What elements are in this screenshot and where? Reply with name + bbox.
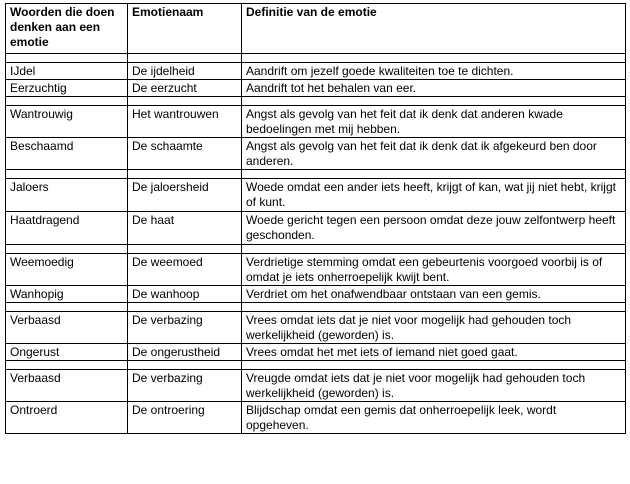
emotions-table	[5, 3, 626, 434]
word-cell: Eerzuchtig	[6, 80, 128, 97]
word-cell: Ongerust	[6, 344, 128, 361]
table-row	[6, 344, 626, 361]
emotion-name-cell: De ontroering	[128, 402, 242, 434]
definition-cell: Verdrietige stemming omdat een gebeurtenis voorgoed voorbij is of omdat je iets onherroepelijk kwijt bent.	[242, 254, 626, 286]
spacer-cell	[128, 361, 242, 370]
header-definition: Definitie van de emotie	[242, 4, 626, 54]
spacer-cell	[6, 245, 128, 254]
spacer-row	[6, 54, 626, 63]
emotion-name-cell: De weemoed	[128, 254, 242, 286]
table-row	[6, 286, 626, 303]
spacer-row	[6, 170, 626, 179]
table-row	[6, 312, 626, 344]
spacer-cell	[242, 54, 626, 63]
definition-cell: Vrees omdat het met iets of iemand niet goed gaat.	[242, 344, 626, 361]
spacer-row	[6, 97, 626, 106]
spacer-cell	[242, 245, 626, 254]
word-cell: Beschaamd	[6, 138, 128, 170]
emotion-name-cell: De ijdelheid	[128, 63, 242, 80]
word-cell: Wantrouwig	[6, 106, 128, 138]
word-cell: Jaloers	[6, 179, 128, 212]
header-row	[6, 4, 626, 54]
spacer-cell	[242, 170, 626, 179]
emotion-name-cell: De schaamte	[128, 138, 242, 170]
emotion-name-cell: De eerzucht	[128, 80, 242, 97]
word-cell: Wanhopig	[6, 286, 128, 303]
definition-cell: Woede gericht tegen een persoon omdat deze jouw zelfontwerp heeft geschonden.	[242, 212, 626, 245]
table-body	[6, 54, 626, 434]
definition-cell: Aandrift tot het behalen van eer.	[242, 80, 626, 97]
table-row	[6, 254, 626, 286]
spacer-cell	[242, 97, 626, 106]
table-row	[6, 212, 626, 245]
spacer-cell	[128, 54, 242, 63]
word-cell: Haatdragend	[6, 212, 128, 245]
table-row	[6, 63, 626, 80]
table-row	[6, 179, 626, 212]
spacer-cell	[6, 54, 128, 63]
header-emotion-name: Emotienaam	[128, 4, 242, 54]
table-row	[6, 80, 626, 97]
spacer-cell	[128, 303, 242, 312]
table-row	[6, 106, 626, 138]
word-cell: IJdel	[6, 63, 128, 80]
word-cell: Ontroerd	[6, 402, 128, 434]
word-cell: Weemoedig	[6, 254, 128, 286]
definition-cell: Vrees omdat iets dat je niet voor mogelijk had gehouden toch werkelijkheid (geworden) is.	[242, 312, 626, 344]
emotion-name-cell: De wanhoop	[128, 286, 242, 303]
header-words: Woorden die doen denken aan een emotie	[6, 4, 128, 54]
spacer-cell	[242, 303, 626, 312]
emotion-name-cell: De haat	[128, 212, 242, 245]
spacer-cell	[128, 170, 242, 179]
definition-cell: Blijdschap omdat een gemis dat onherroepelijk leek, wordt opgeheven.	[242, 402, 626, 434]
emotion-name-cell: De ongerustheid	[128, 344, 242, 361]
emotion-name-cell: De verbazing	[128, 370, 242, 402]
spacer-row	[6, 245, 626, 254]
emotion-name-cell: De verbazing	[128, 312, 242, 344]
definition-cell: Aandrift om jezelf goede kwaliteiten toe te dichten.	[242, 63, 626, 80]
spacer-cell	[128, 245, 242, 254]
table-row	[6, 138, 626, 170]
spacer-row	[6, 361, 626, 370]
definition-cell: Woede omdat een ander iets heeft, krijgt of kan, wat jij niet hebt, krijgt of kunt.	[242, 179, 626, 212]
spacer-cell	[6, 303, 128, 312]
emotion-name-cell: Het wantrouwen	[128, 106, 242, 138]
table-row	[6, 402, 626, 434]
spacer-cell	[128, 97, 242, 106]
word-cell: Verbaasd	[6, 312, 128, 344]
spacer-cell	[6, 97, 128, 106]
spacer-row	[6, 303, 626, 312]
spacer-cell	[6, 361, 128, 370]
definition-cell: Angst als gevolg van het feit dat ik denk dat ik afgekeurd ben door anderen.	[242, 138, 626, 170]
table-row	[6, 370, 626, 402]
emotion-name-cell: De jaloersheid	[128, 179, 242, 212]
definition-cell: Vreugde omdat iets dat je niet voor mogelijk had gehouden toch werkelijkheid (geworden) is.	[242, 370, 626, 402]
definition-cell: Angst als gevolg van het feit dat ik denk dat anderen kwade bedoelingen met mij hebben.	[242, 106, 626, 138]
definition-cell: Verdriet om het onafwendbaar ontstaan van een gemis.	[242, 286, 626, 303]
word-cell: Verbaasd	[6, 370, 128, 402]
spacer-cell	[6, 170, 128, 179]
spacer-cell	[242, 361, 626, 370]
